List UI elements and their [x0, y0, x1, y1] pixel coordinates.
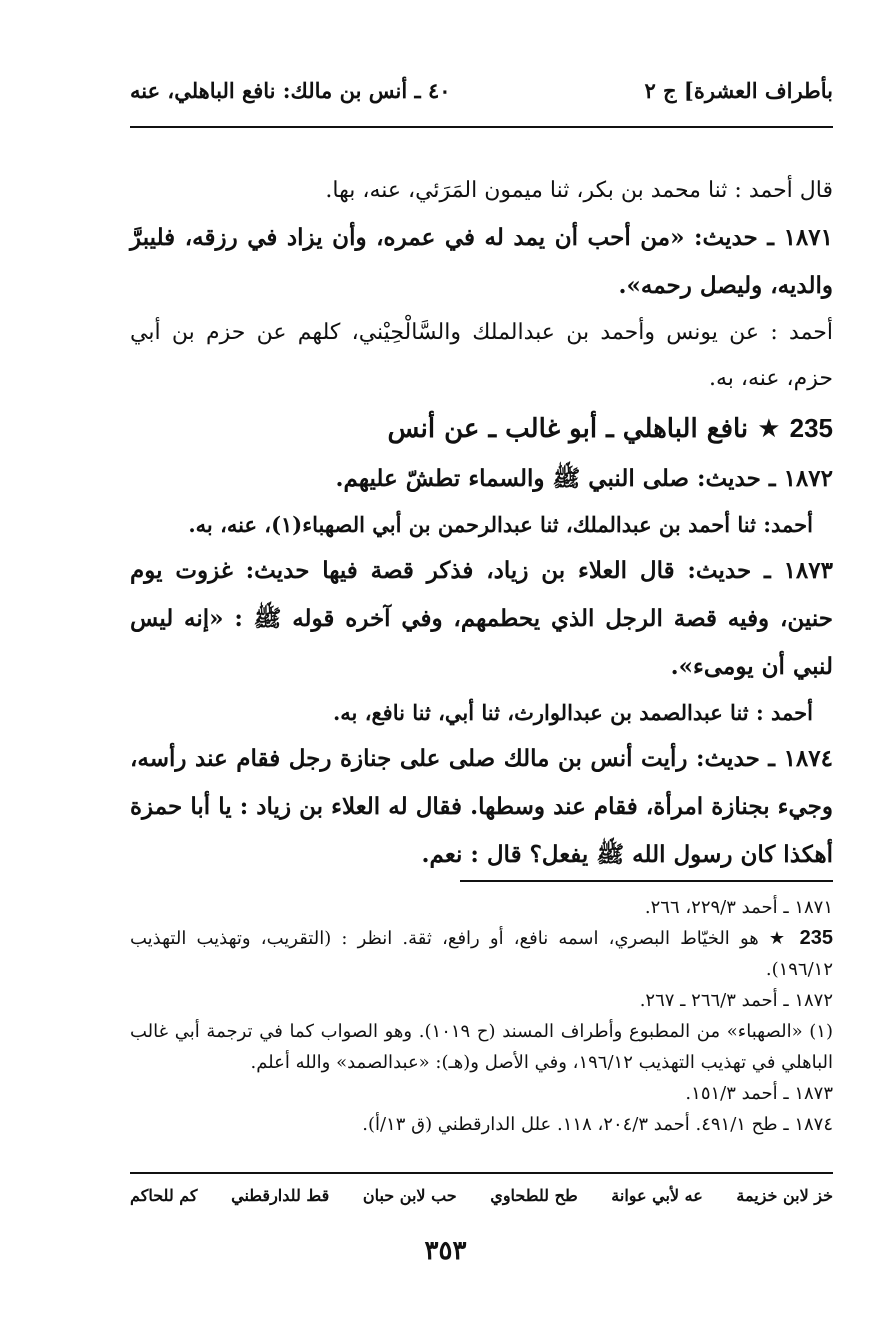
footnotes [130, 892, 833, 1140]
section-number: 235 [789, 413, 833, 443]
star-icon: ★ [757, 414, 781, 444]
main-text [130, 168, 833, 879]
footnote-1873: ١٨٧٣ ـ أحمد ١٥١/٣. [685, 1083, 833, 1104]
hadith-1873: ١٨٧٣ ـ حديث: قال العلاء بن زياد، فذكر قصة فيها حديث: غزوت يوم حنين، وفيه قصة الرجل الذي يحطمهم، وفي آخره قوله ﷺ : «إنه ليس لنبي أن يومىء». [130, 557, 833, 680]
footnote-1: (١) «الصهباء» من المطبوع وأطراف المسند (ح ١٠١٩). وهو الصواب كما في ترجمة أبي غالب الباهلي في تهذيب التهذيب ١٩٦/١٢، وفي الأصل و(هـ): «عبدالصمد» والله أعلم. [130, 1021, 833, 1073]
running-header [130, 78, 833, 118]
header-rule [130, 126, 833, 128]
hadith-1871: ١٨٧١ ـ حديث: «من أحب أن يمد له في عمره، وأن يزاد في رزقه، فليبرَّ والديه، وليصل رحمه». [130, 224, 833, 299]
abbreviation-item: كم للحاكم [130, 1186, 198, 1205]
footnote-1874: ١٨٧٤ ـ طح ٤٩١/١. أحمد ٢٠٤/٣، ١١٨. علل الدارقطني (ق ١٣/أ). [362, 1114, 833, 1135]
footnote-235 [130, 923, 833, 985]
section-heading [130, 402, 833, 455]
abbreviation-item: خز لابن خزيمة [736, 1186, 833, 1205]
footnote-235-number: 235 [799, 927, 833, 949]
abbreviation-key [130, 1186, 833, 1205]
abbreviation-item: عه لأبي عوانة [611, 1186, 703, 1205]
source-line-intro: قال أحمد : ثنا محمد بن بكر، ثنا ميمون المَرَئي، عنه، بها. [325, 178, 833, 203]
header-book-title: بأطراف العشرة] ج ٢ [644, 78, 833, 103]
abbreviation-item: قط للدارقطني [231, 1186, 330, 1205]
hadith-1874: ١٨٧٤ ـ حديث: رأيت أنس بن مالك صلى على جنازة رجل فقام عند رأسه، وجيء بجنازة امرأة، فقام عند وسطها. فقال له العلاء بن زياد : يا أبا حمزة أهكذا كان رسول الله ﷺ يفعل؟ قال : نعم. [130, 745, 833, 868]
footnote-rule [460, 880, 833, 882]
source-line-1872: أحمد: ثنا أحمد بن عبدالملك، ثنا عبدالرحمن بن أبي الصهباء(١)، عنه، به. [188, 512, 813, 537]
star-icon: ★ [768, 928, 790, 949]
abbreviation-item: حب لابن حبان [362, 1186, 457, 1205]
hadith-1872: ١٨٧٢ ـ حديث: صلى النبي ﷺ والسماء تطشّ عليهم. [335, 465, 833, 492]
section-title: نافع الباهلي ـ أبو غالب ـ عن أنس [387, 414, 749, 444]
footnote-1871: ١٨٧١ ـ أحمد ٢٢٩/٣، ٢٦٦. [644, 897, 833, 918]
footnote-1872: ١٨٧٢ ـ أحمد ٢٦٦/٣ ـ ٢٦٧. [639, 990, 833, 1011]
abbreviation-rule [130, 1172, 833, 1174]
source-line-1873: أحمد : ثنا عبدالصمد بن عبدالوارث، ثنا أبي، ثنا نافع، به. [332, 700, 813, 725]
footnote-235-text: هو الخيّاط البصري، اسمه نافع، أو رافع، ثقة. انظر : (التقريب، وتهذيب التهذيب ١٩٦/١٢). [130, 928, 833, 980]
header-chapter-title: ٤٠ ـ أنس بن مالك: نافع الباهلي، عنه [130, 78, 451, 103]
source-line-1871: أحمد : عن يونس وأحمد بن عبدالملك والسَّالْحِيْني، كلهم عن حزم بن أبي حزم، عنه، به. [130, 320, 833, 391]
abbreviation-item: طح للطحاوي [490, 1186, 578, 1205]
page-number: ٣٥٣ [424, 1236, 467, 1266]
